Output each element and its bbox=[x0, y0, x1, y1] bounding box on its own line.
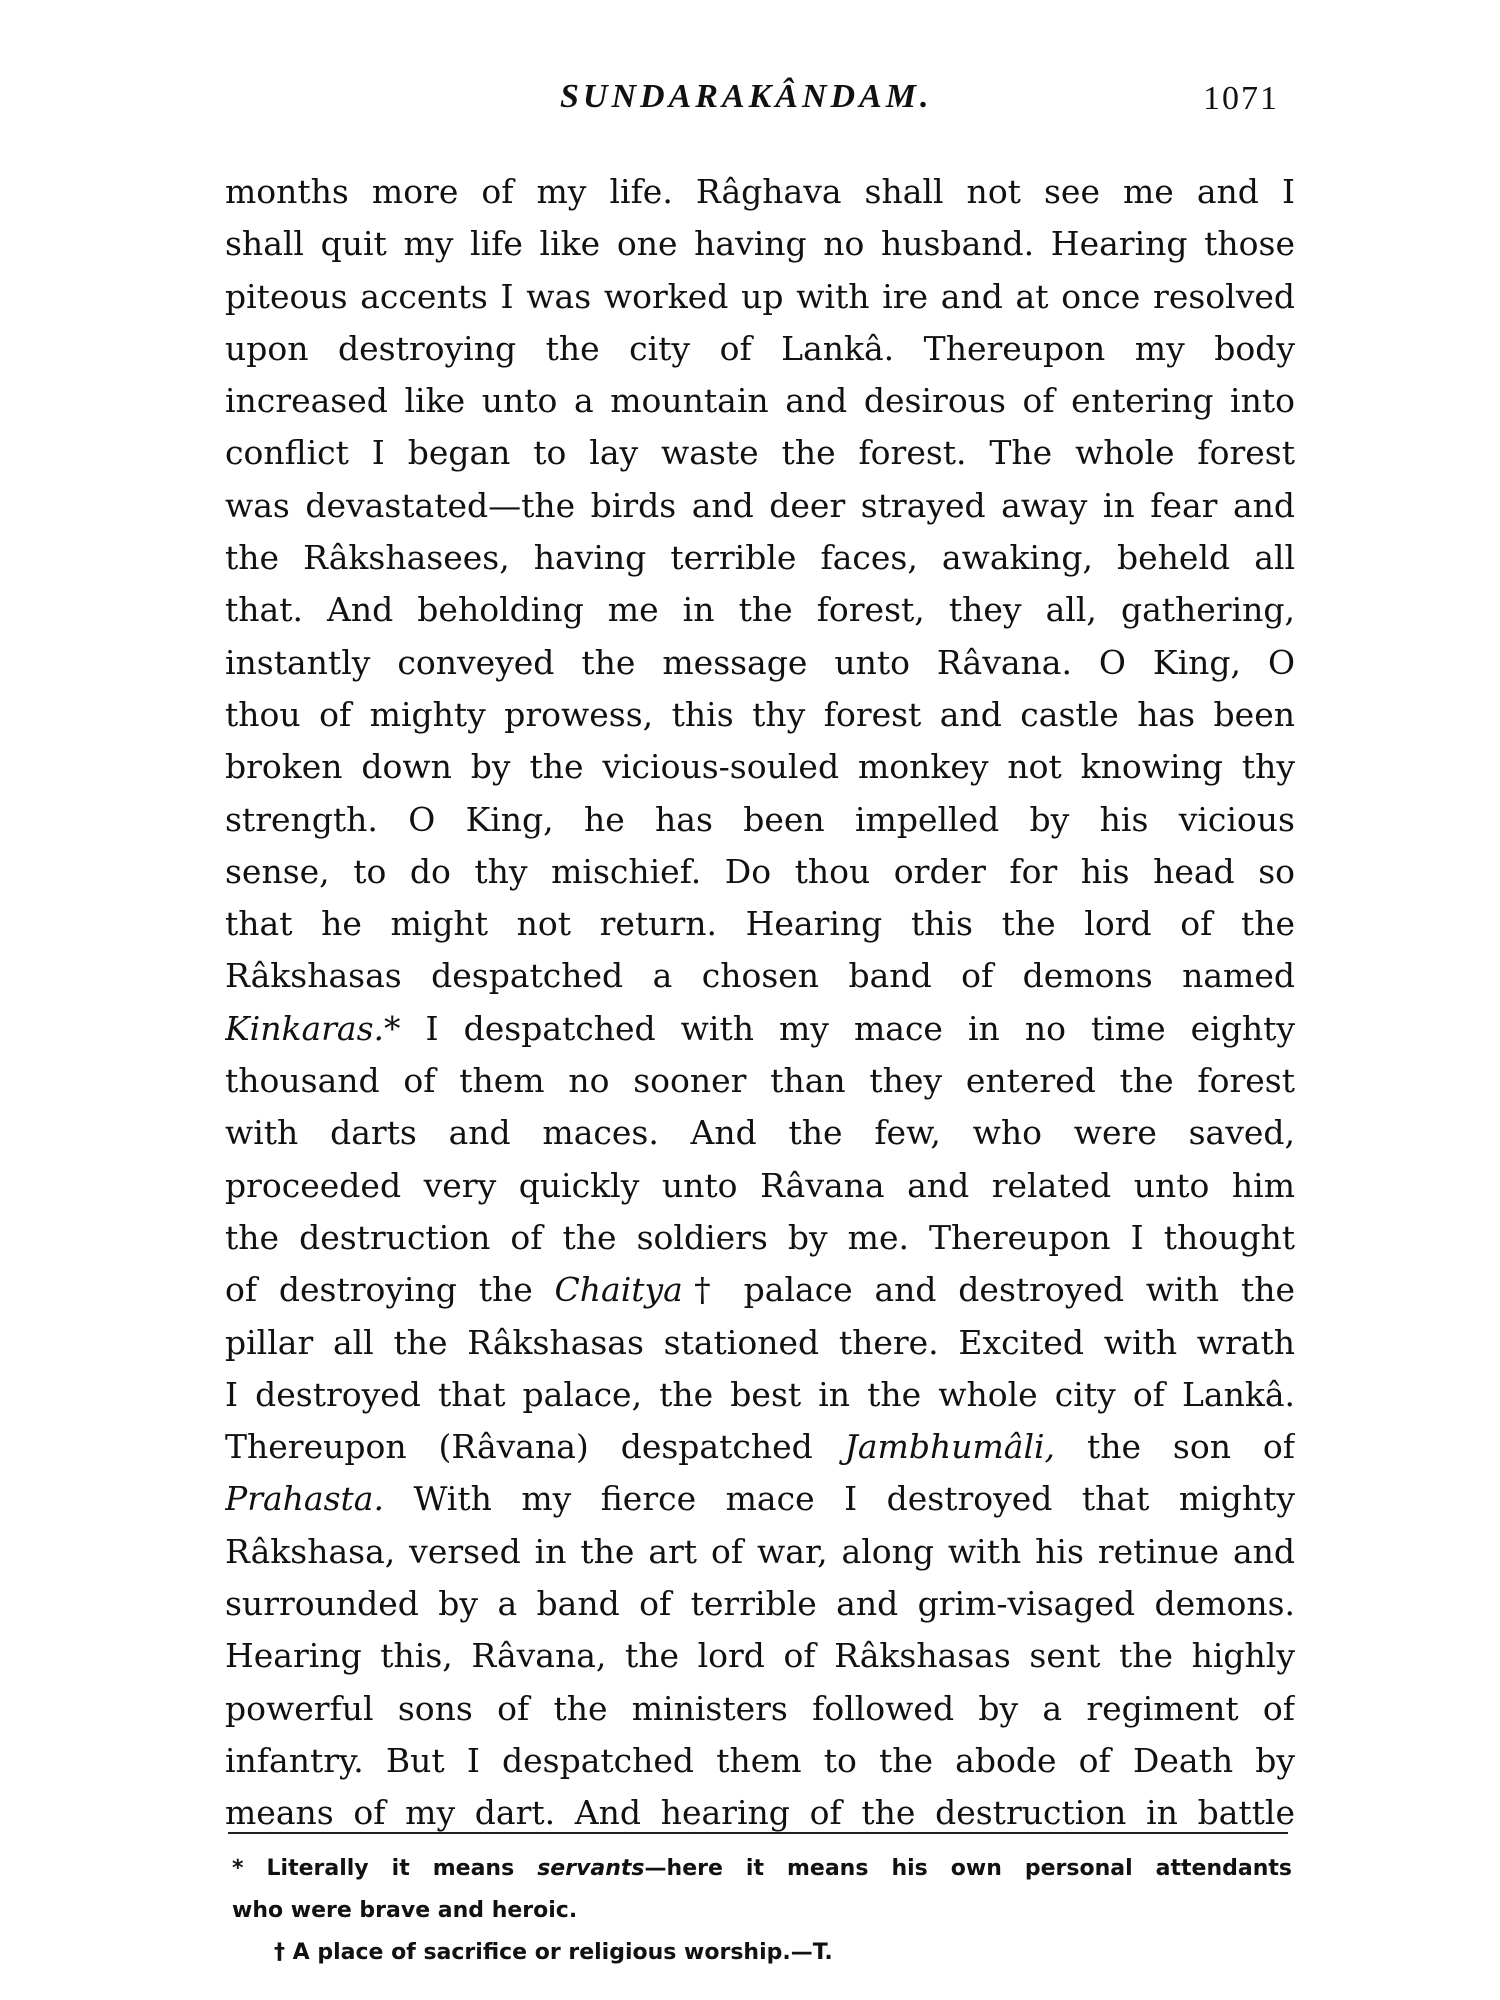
text-line: thou of mighty prowess, this thy forest and castle has been bbox=[225, 694, 1295, 734]
text-line: the Râkshasees, having terrible faces, awaking, beheld all bbox=[225, 538, 1295, 578]
footnote-2: † A place of sacrifice or religious worship.—T. bbox=[274, 1940, 833, 1965]
footnote-rule bbox=[228, 1832, 1288, 1834]
text-line: the destruction of the soldiers by me. Thereupon I thought bbox=[225, 1217, 1295, 1257]
text-line: strength. O King, he has been impelled by his vicious bbox=[225, 799, 1295, 839]
footnote-1-line-1 bbox=[232, 1848, 1292, 1890]
italic-term-servants: servants bbox=[537, 1856, 645, 1881]
italic-term-jambhumali: Jambhumâli, bbox=[844, 1427, 1056, 1467]
text-line: Râkshasa, versed in the art of war, along with his retinue and bbox=[225, 1531, 1295, 1571]
text-line: surrounded by a band of terrible and grim-visaged demons. bbox=[225, 1584, 1295, 1624]
text-line: infantry. But I despatched them to the abode of Death by bbox=[225, 1740, 1295, 1780]
text-line: Hearing this, Râvana, the lord of Râkshasas sent the highly bbox=[225, 1636, 1295, 1676]
italic-term-kinkaras: Kinkaras. bbox=[225, 1008, 385, 1048]
text-line: proceeded very quickly unto Râvana and related unto him bbox=[225, 1165, 1295, 1205]
text-line: powerful sons of the ministers followed by a regiment of bbox=[225, 1688, 1295, 1728]
running-title: SUNDARAKÂNDAM. bbox=[560, 78, 933, 115]
text-line: with darts and maces. And the few, who were saved, bbox=[225, 1113, 1295, 1153]
text-line-chaitya bbox=[225, 1264, 1295, 1316]
text-line: piteous accents I was worked up with ire and at once resolved bbox=[225, 276, 1295, 316]
text-line: was devastated—the birds and deer strayed away in fear and bbox=[225, 485, 1295, 525]
text-line-jambhumali bbox=[225, 1421, 1295, 1473]
text-line-prahasta bbox=[225, 1473, 1295, 1525]
footnote-mark: * bbox=[384, 1008, 401, 1048]
text-line: Râkshasas despatched a chosen band of demons named bbox=[225, 956, 1295, 996]
italic-term-prahasta: Prahasta. bbox=[225, 1479, 384, 1519]
text-line-kinkaras bbox=[225, 1003, 1295, 1055]
text-line: shall quit my life like one having no husband. Hearing those bbox=[225, 224, 1295, 264]
text-fragment: the son of bbox=[1055, 1427, 1295, 1467]
text-line: that. And beholding me in the forest, they all, gathering, bbox=[225, 590, 1295, 630]
text-fragment: Thereupon (Râvana) despatched bbox=[225, 1427, 845, 1467]
text-line: conflict I began to lay waste the forest. The whole forest bbox=[225, 433, 1295, 473]
text-fragment: * Literally it means bbox=[232, 1856, 538, 1881]
text-fragment: With my fierce mace I destroyed that mighty bbox=[383, 1479, 1295, 1519]
text-line: pillar all the Râkshasas stationed there. Excited with wrath bbox=[225, 1322, 1295, 1362]
footnote-1-line-2: who were brave and heroic. bbox=[232, 1898, 578, 1923]
text-line: that he might not return. Hearing this the lord of the bbox=[225, 904, 1295, 944]
text-line: broken down by the vicious-souled monkey not knowing thy bbox=[225, 747, 1295, 787]
footnotes bbox=[232, 1848, 1292, 1974]
text-fragment: I despatched with my mace in no time eighty bbox=[400, 1008, 1295, 1048]
text-fragment: —here it means his own personal attendants bbox=[644, 1856, 1292, 1881]
text-line: sense, to do thy mischief. Do thou order for his head so bbox=[225, 851, 1295, 891]
text-fragment: † palace and destroyed with the bbox=[682, 1270, 1295, 1310]
text-line: I destroyed that palace, the best in the whole city of Lankâ. bbox=[225, 1374, 1295, 1414]
text-line: months more of my life. Râghava shall not see me and I bbox=[225, 172, 1295, 211]
page-number: 1071 bbox=[1203, 80, 1279, 117]
text-line: increased like unto a mountain and desirous of entering into bbox=[225, 381, 1295, 421]
text-line: upon destroying the city of Lankâ. Thereupon my body bbox=[225, 328, 1295, 368]
italic-term-chaitya: Chaitya bbox=[554, 1270, 683, 1310]
text-line: instantly conveyed the message unto Râvana. O King, O bbox=[225, 642, 1295, 682]
body-text bbox=[225, 166, 1295, 1840]
text-fragment: of destroying the bbox=[225, 1270, 555, 1310]
text-line: means of my dart. And hearing of the destruction in battle bbox=[225, 1793, 1295, 1833]
text-line: thousand of them no sooner than they entered the forest bbox=[225, 1061, 1295, 1101]
